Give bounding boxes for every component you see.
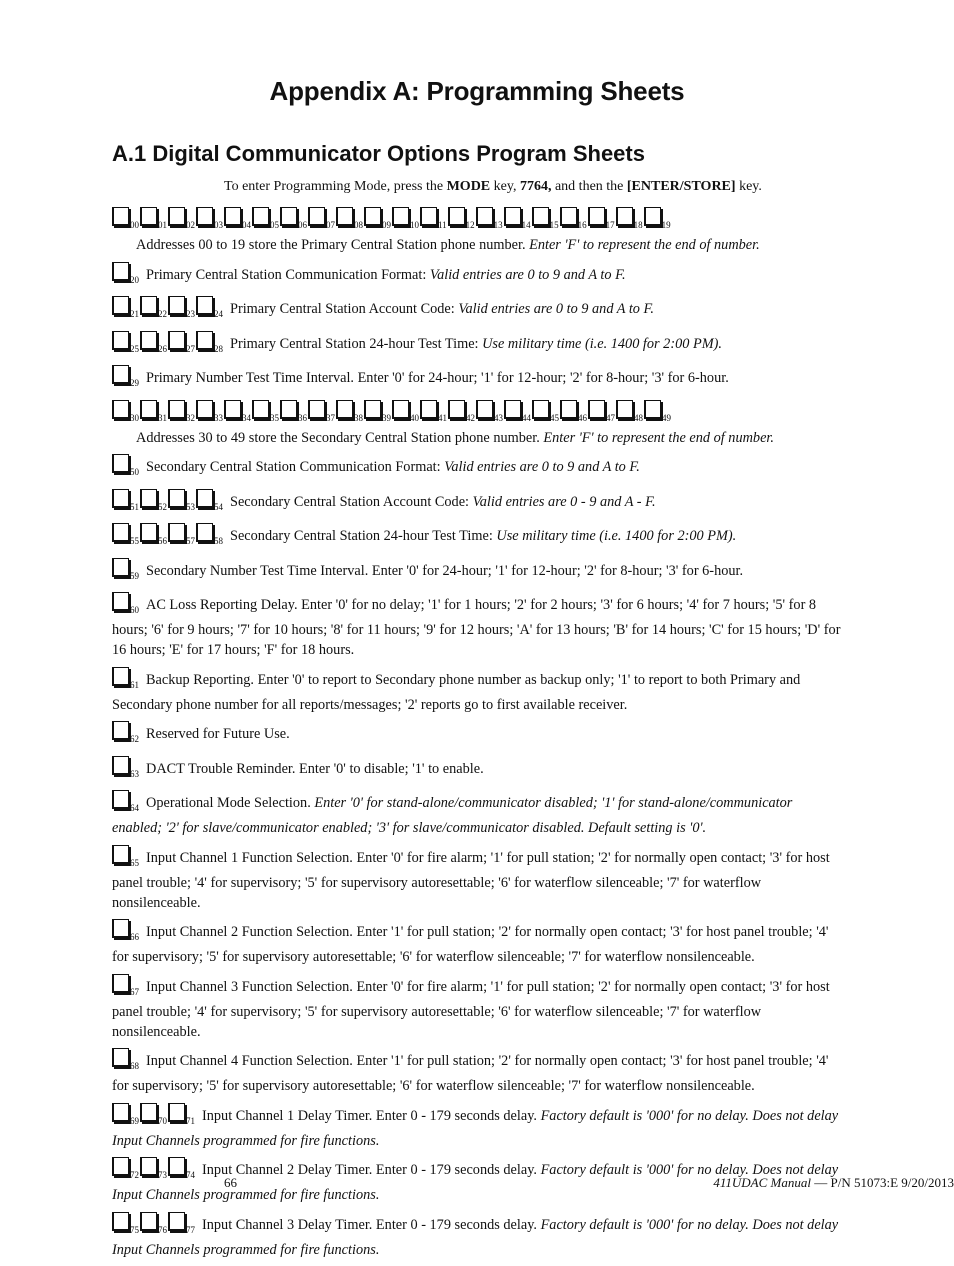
entry-description: Backup Reporting. Enter '0' to report to Secondary phone number as backup only; '1' to report to both Primary and Secondary phone number for all reports/messages; '2' reports go to first available receiver. xyxy=(112,671,801,713)
entry-checkbox[interactable] xyxy=(644,400,661,419)
section-title: A.1 Digital Communicator Options Program Sheets xyxy=(112,141,645,166)
entry-checkbox[interactable] xyxy=(616,400,633,419)
intro-enter-key: [ENTER/STORE] xyxy=(626,179,736,194)
entry-description: Secondary Number Test Time Interval. Enter '0' for 24-hour; '1' for 12-hour; '2' for 8-hour; '3' for 6-hour. xyxy=(146,562,744,579)
address-boxes xyxy=(112,597,140,613)
address-number: 05 xyxy=(270,220,279,230)
address-number: 61 xyxy=(130,679,139,690)
program-entry xyxy=(112,489,842,517)
entry-description: Operational Mode Selection. xyxy=(146,795,315,811)
entry-description: Primary Number Test Time Interval. Enter '0' for 24-hour; '1' for 12-hour; '2' for 8-hour; '3' for 6-hour. xyxy=(146,370,729,386)
entry-checkbox[interactable] xyxy=(196,207,213,226)
address-boxes xyxy=(112,301,224,317)
program-entry xyxy=(112,1212,842,1260)
entry-checkbox[interactable] xyxy=(140,400,157,419)
address-number: 07 xyxy=(326,220,335,230)
entry-checkbox[interactable] xyxy=(644,207,661,226)
address-number: 47 xyxy=(606,412,615,423)
address-boxes xyxy=(112,924,140,940)
entry-checkbox[interactable] xyxy=(168,523,185,542)
entry-checkbox[interactable] xyxy=(504,207,521,226)
intro-code: 7764, xyxy=(519,179,552,194)
entry-checkbox[interactable] xyxy=(140,296,157,315)
address-number: 42 xyxy=(466,412,475,423)
address-number: 58 xyxy=(214,536,223,546)
entry-note: Factory default is '000' for no delay. Does not delay Input Channels programmed for fire functions. xyxy=(112,1107,839,1149)
entry-description: Secondary Central Station Communication Format: xyxy=(146,459,445,475)
address-number: 41 xyxy=(438,412,447,423)
entry-checkbox[interactable] xyxy=(224,400,241,419)
address-boxes xyxy=(112,1217,196,1233)
entry-description: Input Channel 1 Delay Timer. Enter 0 - 179 seconds delay. xyxy=(202,1107,541,1124)
address-number: 63 xyxy=(130,768,139,779)
entry-checkbox[interactable] xyxy=(112,489,129,508)
entry-checkbox[interactable] xyxy=(196,296,213,315)
address-number: 51 xyxy=(130,501,139,512)
address-number: 18 xyxy=(633,220,643,230)
entry-checkbox[interactable] xyxy=(112,207,129,226)
address-number: 03 xyxy=(214,220,223,230)
address-boxes xyxy=(112,795,140,811)
entry-checkbox[interactable] xyxy=(140,489,157,508)
address-number: 76 xyxy=(158,1224,167,1235)
address-number: 64 xyxy=(130,803,139,813)
intro-mid2: and then the xyxy=(551,179,627,194)
entry-address-description xyxy=(112,428,842,448)
entry-checkbox[interactable] xyxy=(588,207,605,226)
address-number: 55 xyxy=(130,536,139,546)
entry-note: Use military time (i.e. 1400 for 2:00 PM). xyxy=(482,335,722,352)
program-entry xyxy=(112,919,842,967)
address-number: 15 xyxy=(549,220,559,230)
entry-note: Factory default is '000' for no delay. Does not delay Input Channels programmed for fire functions. xyxy=(112,1216,839,1258)
entry-checkbox[interactable] xyxy=(168,331,185,350)
program-entry xyxy=(112,207,842,255)
entry-description: Input Channel 2 Delay Timer. Enter 0 - 179 seconds delay. xyxy=(202,1162,541,1178)
address-number: 32 xyxy=(186,412,195,423)
intro-mid1: key, xyxy=(490,179,520,194)
entry-checkbox[interactable] xyxy=(112,262,129,281)
address-boxes xyxy=(112,494,224,510)
entry-description: Input Channel 4 Function Selection. Enter '1' for pull station; '2' for normally open contact; '3' for host panel trouble; '4' for supervisory; '5' for supervisory autoresettable; '6' for waterflow silenceable; '7' for waterflow nonsilenceable. xyxy=(112,1053,829,1094)
address-number: 14 xyxy=(521,220,531,230)
entry-description: DACT Trouble Reminder. Enter '0' to disable; '1' to enable. xyxy=(146,760,484,777)
program-entry xyxy=(112,296,842,324)
page-number: 66 xyxy=(224,1175,237,1190)
address-number: 69 xyxy=(130,1115,139,1126)
entry-checkbox[interactable] xyxy=(112,523,129,542)
address-number: 70 xyxy=(158,1115,167,1126)
entry-checkbox[interactable] xyxy=(252,400,269,419)
entry-checkbox[interactable] xyxy=(504,400,521,419)
entry-description: Input Channel 2 Function Selection. Enter '1' for pull station; '2' for normally open contact; '3' for host panel trouble; '4' for supervisory; '5' for supervisory autoresettable; '6' for waterflow silenceable; '7' for waterflow nonsilenceable. xyxy=(112,924,829,965)
entry-description: Primary Central Station 24-hour Test Time: xyxy=(230,335,483,352)
address-range-text: Addresses 30 to 49 store the Secondary Central Station phone number. xyxy=(136,429,544,446)
program-entry xyxy=(112,1048,842,1096)
address-number: 66 xyxy=(130,932,139,942)
entry-checkbox[interactable] xyxy=(140,1157,157,1176)
address-boxes xyxy=(112,1108,196,1124)
entry-checkbox[interactable] xyxy=(112,756,129,775)
address-number: 27 xyxy=(186,343,195,354)
entry-checkbox[interactable] xyxy=(112,331,129,350)
address-number: 24 xyxy=(214,309,223,319)
address-number: 39 xyxy=(382,412,391,423)
entry-checkbox[interactable] xyxy=(196,331,213,350)
address-number: 29 xyxy=(130,378,139,388)
entry-checkbox[interactable] xyxy=(532,207,549,226)
entry-description: AC Loss Reporting Delay. Enter '0' for no delay; '1' for 1 hours; '2' for 2 hours; '3' for 6 hours; '4' for 7 hours; '5' for 8 hours; '6' for 9 hours; '7' for 10 hours; '8' for 11 hours; '9' for 12 hours; 'A' for 13 hours; 'B' for 14 hours; 'C' for 15 hours; 'D' for 16 hours; 'E' for 17 hours; 'F' for 18 hours. xyxy=(112,597,841,658)
entry-checkbox[interactable] xyxy=(140,1103,157,1122)
address-number: 04 xyxy=(242,220,251,230)
entry-checkbox[interactable] xyxy=(140,207,157,226)
address-number: 56 xyxy=(158,536,167,546)
address-number: 65 xyxy=(130,857,139,868)
address-boxes xyxy=(112,212,672,228)
address-number: 19 xyxy=(661,220,671,230)
address-number: 68 xyxy=(130,1061,139,1071)
entry-checkbox[interactable] xyxy=(140,331,157,350)
program-entry xyxy=(112,1103,842,1151)
entry-checkbox[interactable] xyxy=(112,1157,129,1176)
entry-checkbox[interactable] xyxy=(364,400,381,419)
address-number: 46 xyxy=(578,412,587,423)
address-number: 73 xyxy=(158,1170,167,1180)
entry-note: Valid entries are 0 to 9 and A to F. xyxy=(458,301,654,317)
entry-checkbox[interactable] xyxy=(336,400,353,419)
address-number: 34 xyxy=(242,412,251,423)
address-number: 40 xyxy=(410,412,419,423)
entry-checkbox[interactable] xyxy=(112,790,129,809)
entry-checkbox[interactable] xyxy=(448,400,465,419)
entry-checkbox[interactable] xyxy=(476,207,493,226)
address-number: 26 xyxy=(158,343,167,354)
entry-checkbox[interactable] xyxy=(140,523,157,542)
entry-note: Factory default is '000' for no delay. Does not delay Input Channels programmed for fire functions. xyxy=(112,1162,839,1203)
program-entry xyxy=(112,365,842,393)
address-boxes xyxy=(112,726,140,742)
entry-checkbox[interactable] xyxy=(308,207,325,226)
entry-description: Primary Central Station Account Code: xyxy=(230,301,459,317)
address-number: 08 xyxy=(354,220,363,230)
address-number: 49 xyxy=(662,412,671,423)
address-number: 11 xyxy=(438,220,447,230)
entry-checkbox[interactable] xyxy=(168,207,185,226)
address-number: 06 xyxy=(298,220,307,230)
program-entry xyxy=(112,331,842,359)
entry-note: Valid entries are 0 to 9 and A to F. xyxy=(444,459,640,475)
address-number: 09 xyxy=(382,220,391,230)
address-boxes xyxy=(112,1053,140,1069)
program-entry xyxy=(112,592,842,660)
entry-description: Input Channel 1 Function Selection. Enter '0' for fire alarm; '1' for pull station; '2' for normally open contact; '3' for host panel trouble; '4' for supervisory; '5' for supervisory autoresettable; '6' for waterflow silenceable; '7' for waterflow nonsilenceable. xyxy=(112,849,830,911)
address-number: 13 xyxy=(493,220,503,230)
entry-checkbox[interactable] xyxy=(392,207,409,226)
entry-note: Use military time (i.e. 1400 for 2:00 PM). xyxy=(496,528,737,544)
address-boxes xyxy=(112,528,224,544)
program-entry xyxy=(112,756,842,784)
address-boxes xyxy=(112,370,140,386)
entry-checkbox[interactable] xyxy=(196,400,213,419)
entry-checkbox[interactable] xyxy=(168,296,185,315)
address-number: 75 xyxy=(130,1224,139,1235)
entry-description: Primary Central Station Communication Format: xyxy=(146,266,430,283)
address-number: 16 xyxy=(577,220,587,230)
address-number: 60 xyxy=(130,605,139,615)
page-title: Appendix A: Programming Sheets xyxy=(269,76,685,106)
address-number: 71 xyxy=(186,1115,195,1126)
entry-checkbox[interactable] xyxy=(560,207,577,226)
address-number: 52 xyxy=(158,501,167,512)
entry-checkbox[interactable] xyxy=(168,1157,185,1176)
address-boxes xyxy=(112,459,140,475)
entry-checkbox[interactable] xyxy=(224,207,241,226)
intro-pre: To enter Programming Mode, press the xyxy=(224,179,447,194)
address-number: 57 xyxy=(186,536,195,546)
address-boxes xyxy=(112,267,140,283)
entry-description: Input Channel 3 Function Selection. Enter '0' for fire alarm; '1' for pull station; '2' for normally open contact; '3' for host panel trouble; '4' for supervisory; '5' for supervisory autoresettable; '6' for waterflow silenceable; '7' for waterflow nonsilenceable. xyxy=(112,978,830,1040)
entry-checkbox[interactable] xyxy=(280,400,297,419)
address-boxes xyxy=(112,405,672,421)
entry-checkbox[interactable] xyxy=(616,207,633,226)
address-number: 02 xyxy=(186,220,195,230)
entry-checkbox[interactable] xyxy=(364,207,381,226)
manual-title: 411UDAC Manual xyxy=(713,1175,811,1190)
intro-post: key. xyxy=(735,179,762,194)
address-number: 43 xyxy=(494,412,503,423)
entry-checkbox[interactable] xyxy=(112,1212,129,1231)
address-boxes xyxy=(112,336,224,352)
address-number: 53 xyxy=(186,501,195,512)
address-boxes xyxy=(112,1162,196,1178)
address-number: 20 xyxy=(130,274,139,285)
address-boxes xyxy=(112,850,140,866)
address-number: 33 xyxy=(214,412,223,423)
address-range-note: Enter 'F' to represent the end of number. xyxy=(529,237,760,253)
entry-checkbox[interactable] xyxy=(112,592,129,611)
manual-info: — P/N 51073:E 9/20/2013 xyxy=(810,1175,954,1190)
address-number: 48 xyxy=(634,412,643,423)
entry-checkbox[interactable] xyxy=(196,523,213,542)
address-number: 45 xyxy=(550,412,559,423)
program-entry xyxy=(112,262,842,290)
address-number: 22 xyxy=(158,309,167,319)
address-number: 00 xyxy=(130,220,139,230)
entry-checkbox[interactable] xyxy=(112,365,129,384)
address-boxes xyxy=(112,979,140,995)
entry-description: Secondary Central Station Account Code: xyxy=(230,493,473,510)
entry-checkbox[interactable] xyxy=(112,974,129,993)
entry-description: Input Channel 3 Delay Timer. Enter 0 - 179 seconds delay. xyxy=(202,1216,541,1233)
address-number: 21 xyxy=(130,309,139,319)
entry-checkbox[interactable] xyxy=(168,1103,185,1122)
entry-checkbox[interactable] xyxy=(168,400,185,419)
manual-reference xyxy=(713,1175,954,1191)
intro-paragraph xyxy=(224,179,864,195)
entry-address-description xyxy=(112,235,842,255)
address-range-text: Addresses 00 to 19 store the Primary Central Station phone number. xyxy=(136,237,530,253)
address-boxes xyxy=(112,672,140,688)
address-number: 01 xyxy=(158,220,167,230)
address-number: 67 xyxy=(130,986,139,997)
program-entry xyxy=(112,523,842,551)
entry-checkbox[interactable] xyxy=(420,400,437,419)
entry-checkbox[interactable] xyxy=(252,207,269,226)
program-entry xyxy=(112,974,842,1042)
address-number: 44 xyxy=(522,412,531,423)
entry-checkbox[interactable] xyxy=(112,1103,129,1122)
entry-checkbox[interactable] xyxy=(112,667,129,686)
address-number: 36 xyxy=(298,412,307,423)
entry-checkbox[interactable] xyxy=(112,919,129,938)
entry-checkbox[interactable] xyxy=(336,207,353,226)
address-number: 74 xyxy=(186,1170,195,1180)
page-footer xyxy=(224,1175,954,1191)
program-entry xyxy=(112,721,842,749)
address-number: 77 xyxy=(186,1224,195,1235)
entry-checkbox[interactable] xyxy=(112,558,129,577)
entry-checkbox[interactable] xyxy=(168,489,185,508)
intro-mode-key: MODE xyxy=(446,179,491,194)
entry-checkbox[interactable] xyxy=(392,400,409,419)
entry-note: Enter '0' for stand-alone/communicator disabled; '1' for stand-alone/communicator enabled; '2' for slave/communicator enabled; '3' for slave/communicator disabled. Default setting is '0'. xyxy=(112,795,793,836)
entry-checkbox[interactable] xyxy=(112,721,129,740)
address-number: 62 xyxy=(130,734,139,744)
address-range-note: Enter 'F' to represent the end of number. xyxy=(543,429,774,446)
address-number: 12 xyxy=(465,220,475,230)
program-entry xyxy=(112,845,842,913)
entry-checkbox[interactable] xyxy=(112,454,129,473)
entry-checkbox[interactable] xyxy=(168,1212,185,1231)
address-number: 72 xyxy=(130,1170,139,1180)
entry-checkbox[interactable] xyxy=(532,400,549,419)
entry-checkbox[interactable] xyxy=(112,400,129,419)
entry-description: Reserved for Future Use. xyxy=(146,726,290,742)
address-number: 35 xyxy=(270,412,279,423)
address-boxes xyxy=(112,761,140,777)
program-entry xyxy=(112,790,842,838)
entry-checkbox[interactable] xyxy=(112,1048,129,1067)
address-number: 10 xyxy=(410,220,419,230)
entry-checkbox[interactable] xyxy=(112,296,129,315)
address-number: 37 xyxy=(326,412,335,423)
entry-checkbox[interactable] xyxy=(420,207,437,226)
entry-checkbox[interactable] xyxy=(280,207,297,226)
entry-description: Secondary Central Station 24-hour Test Time: xyxy=(230,528,497,544)
address-number: 50 xyxy=(130,467,139,477)
entry-checkbox[interactable] xyxy=(196,489,213,508)
program-entry xyxy=(112,558,842,586)
entry-checkbox[interactable] xyxy=(140,1212,157,1231)
address-number: 38 xyxy=(354,412,363,423)
address-number: 25 xyxy=(130,343,139,354)
address-number: 54 xyxy=(214,501,223,512)
entry-note: Valid entries are 0 to 9 and A to F. xyxy=(429,266,626,283)
program-entries-list xyxy=(112,207,842,1266)
program-entry xyxy=(112,667,842,715)
address-number: 31 xyxy=(158,412,167,423)
program-entry xyxy=(112,454,842,482)
entry-checkbox[interactable] xyxy=(308,400,325,419)
entry-checkbox[interactable] xyxy=(588,400,605,419)
entry-checkbox[interactable] xyxy=(476,400,493,419)
entry-note: Valid entries are 0 - 9 and A - F. xyxy=(472,493,656,510)
entry-checkbox[interactable] xyxy=(448,207,465,226)
program-entry xyxy=(112,400,842,448)
address-number: 59 xyxy=(130,570,139,581)
address-number: 23 xyxy=(186,309,195,319)
entry-checkbox[interactable] xyxy=(112,845,129,864)
entry-checkbox[interactable] xyxy=(560,400,577,419)
address-number: 28 xyxy=(214,343,223,354)
address-number: 17 xyxy=(605,220,615,230)
address-boxes xyxy=(112,563,140,579)
address-number: 30 xyxy=(130,412,139,423)
